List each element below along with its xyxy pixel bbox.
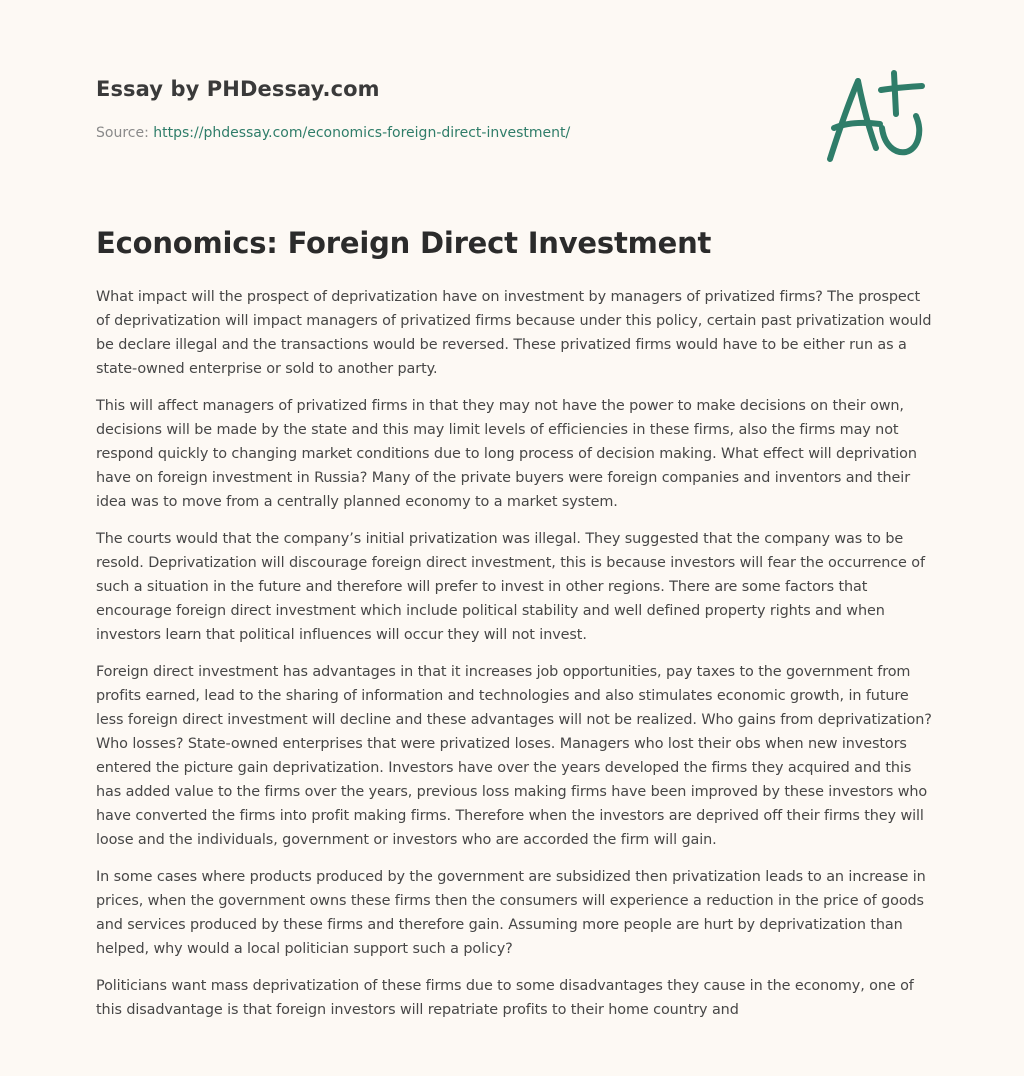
source-label: Source: <box>96 125 154 141</box>
essay-paragraph: In some cases where products produced by the government are subsidized then privatization leads to an increase in prices, when the government owns these firms then the consumers will experience a reduction in the price of goods and services produced by these firms and therefore gain. Assuming more people are hurt by deprivatization than helped, why would a local politician support such a policy? <box>96 869 926 957</box>
essay-paragraph: Politicians want mass deprivatization of these firms due to some disadvantages they cause in the economy, one of this disadvantage is that foreign investors will repatriate profits to their home country and <box>96 978 914 1018</box>
essay-paragraph: What impact will the prospect of deprivatization have on investment by managers of privatized firms? The prospect of deprivatization will impact managers of privatized firms because under this policy, certain past privatization would be declare illegal and the transactions would be reversed. These privatized firms would have to be either run as a state-owned enterprise or sold to another party. <box>96 289 932 377</box>
essay-paragraph: Foreign direct investment has advantages in that it increases job opportunities, pay taxes to the government from profits earned, lead to the sharing of information and technologies and also stimulates economic growth, in future less foreign direct investment will decline and these advantages will not be realized. Who gains from deprivatization? Who losses? State-owned enterprises that were privatized loses. Managers who lost their obs when new investors entered the picture gain deprivatization. Investors have over the years developed the firms they acquired and this has added value to the firms over the years, previous loss making firms have been improved by these investors who have converted the firms into profit making firms. Therefore when the investors are deprived off their firms they will loose and the individuals, government or investors who are accorded the firm will gain. <box>96 664 932 848</box>
source-line <box>96 125 570 141</box>
essay-title: Economics: Foreign Direct Investment <box>96 226 712 260</box>
site-brand: Essay by PHDessay.com <box>96 77 380 101</box>
essay-body <box>96 285 934 1035</box>
essay-paragraph: The courts would that the company’s initial privatization was illegal. They suggested that the company was to be resold. Deprivatization will discourage foreign direct investment, this is because investors will fear the occurrence of such a situation in the future and therefore will prefer to invest in other regions. There are some factors that encourage foreign direct investment which include political stability and well defined property rights and when investors learn that political influences will occur they will not invest. <box>96 531 925 643</box>
a-plus-logo-icon <box>818 66 928 166</box>
source-link[interactable]: https://phdessay.com/economics-foreign-direct-investment/ <box>153 125 571 141</box>
essay-paragraph: This will affect managers of privatized firms in that they may not have the power to make decisions on their own, decisions will be made by the state and this may limit levels of efficiencies in these firms, also the firms may not respond quickly to changing market conditions due to long process of decision making. What effect will deprivation have on foreign investment in Russia? Many of the private buyers were foreign companies and inventors and their idea was to move from a centrally planned economy to a market system. <box>96 398 917 510</box>
